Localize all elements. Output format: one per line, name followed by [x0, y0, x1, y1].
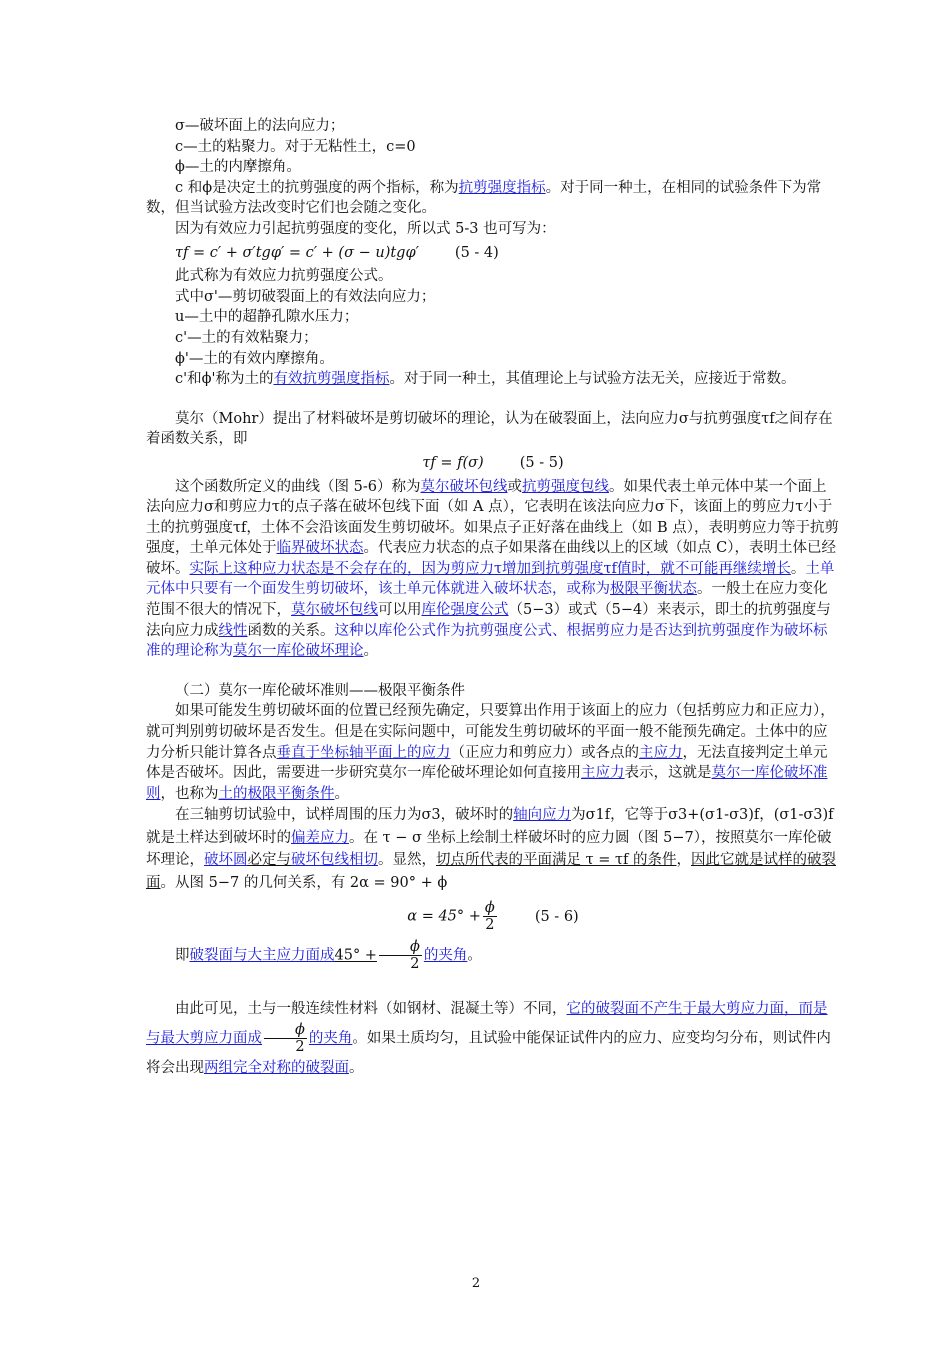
link-limit-equilibrium-condition[interactable]: 土的极限平衡条件: [218, 785, 335, 802]
paragraph-triaxial: 在三轴剪切试验中，试样周围的压力为σ3，破坏时的轴向应力为σ1f，它等于σ3+(σ1-σ3)f，(σ1-σ3)f就是土样达到破坏时的偏差应力。在 τ − σ 坐标上绘制土样破坏时的应力圆（图 5−7），按照莫尔一库伦破坏理论，破坏圆必定与破坏包线相切。显然，切点所代表的平面满足 τ = τf 的条件，因此它就是试样的破裂面。从图 5−7 的几何关系，有 2α = 90° + ϕ: [146, 807, 836, 891]
link-linear[interactable]: 线性: [218, 622, 248, 639]
def-u: u—土中的超静孔隙水压力；: [175, 309, 359, 326]
paragraph: 因为有效应力引起抗剪强度的变化，所以式 5-3 也可写为：: [175, 220, 556, 237]
link-principal-stress[interactable]: 主应力: [639, 744, 683, 761]
link-critical-state[interactable]: 临界破坏状态: [276, 540, 364, 557]
equation-5-6: α = 45° + $\frac{\phi}{2}$ (5 - 6): [407, 900, 579, 934]
fraction-phi-2: $\frac{\phi}{2}$: [264, 1022, 307, 1055]
equation-5-5: τf = f(σ) (5 - 5): [422, 454, 564, 471]
link-failure-circle[interactable]: 破坏圆: [204, 852, 248, 869]
link-included-angle-2[interactable]: 的夹角: [308, 1030, 353, 1047]
link-symmetric-planes[interactable]: 两组完全对称的破裂面: [204, 1060, 349, 1077]
link-coulomb-formula[interactable]: 库伦强度公式: [421, 602, 509, 619]
link-coordinate-plane-stress[interactable]: 垂直于坐标轴平面上的应力: [276, 744, 451, 761]
def-c-prime: c'—土的有效粘聚力；: [175, 329, 318, 346]
link-effective-shear-index[interactable]: 有效抗剪强度指标: [273, 371, 390, 388]
def-c: c—土的粘聚力。对于无粘性土，c=0: [175, 138, 416, 155]
link-strength-envelope[interactable]: 抗剪强度包线: [521, 478, 609, 495]
paragraph: 此式称为有效应力抗剪强度公式。: [175, 268, 393, 285]
page-number: 2: [471, 1276, 481, 1291]
link-shear-strength-index[interactable]: 抗剪强度指标: [458, 179, 546, 196]
link-mohr-envelope-2[interactable]: 莫尔破坏包线: [291, 602, 378, 619]
link-mohr-envelope[interactable]: 莫尔破坏包线: [420, 478, 508, 495]
def-phi: ϕ—土的内摩擦角。: [175, 159, 301, 176]
fraction-phi-2: $\frac{\phi}{2}$: [379, 939, 422, 972]
link-included-angle[interactable]: 的夹角: [423, 947, 468, 964]
link-deviator-stress[interactable]: 偏差应力: [291, 829, 349, 846]
paragraph-criterion: 如果可能发生剪切破坏面的位置已经预先确定，只要算出作用于该面上的应力（包括剪应力和正应力），就可判别剪切破坏是否发生。但是在实际问题中，可能发生剪切破坏的平面一般不能预先确定。土体中的应力分析只能计算各点垂直于坐标轴平面上的应力（正应力和剪应力）或各点的主应力，无法直接判定土单元体是否破坏。因此，需要进一步研究莫尔一库伦破坏理论如何直接用主应力表示，这就是莫尔一库伦破坏准则，也称为土的极限平衡条件。: [146, 703, 835, 802]
def-phi-prime: ϕ'—土的有效内摩擦角。: [175, 350, 334, 367]
def-sigma-prime: 式中σ'—剪切破裂面上的有效法向应力；: [175, 288, 436, 305]
link-tangent-envelope[interactable]: 破坏包线相切: [291, 852, 378, 869]
link-mohr-coulomb-theory[interactable]: 莫尔一库伦破坏理论: [233, 643, 364, 660]
link-principal-stress-2[interactable]: 主应力: [581, 765, 625, 782]
link-stress-state-note[interactable]: 实际上这种应力状态是不会存在的，因为剪应力τ增加到抗剪强度τf值时，就不可能再继续增长: [189, 560, 791, 577]
paragraph-envelope: 这个函数所定义的曲线（图 5-6）称为莫尔破坏包线或抗剪强度包线。如果代表土单元体中某一个面上法向应力σ和剪应力τ的点子落在破坏包线下面（如 A 点），它表明在该法向应力σ下，该面上的剪应力τ小于土的抗剪强度τf，土体不会沿该面发生剪切破坏。如果点子正好落在曲线上（如 B 点），表明剪应力等于抗剪强度，土单元体处于临界破坏状态。代表应力状态的点子如果落在曲线以上的区域（如点 C），表明土体已经破坏。实际上这种应力状态是不会存在的，因为剪应力τ增加到抗剪强度τf值时，就不可能再继续增长。土单元体中只要有一个面发生剪切破坏，该土单元体就进入破坏状态，或称为极限平衡状态。一般土在应力变化范围不很大的情况下，莫尔破坏包线可以用库伦强度公式（5−3）或式（5−4）来表示，即土的抗剪强度与法向应力成线性函数的关系。这种以库伦公式作为抗剪强度公式、根据剪应力是否达到抗剪强度作为破坏标准的理论称为莫尔一库伦破坏理论。: [146, 478, 840, 660]
link-limit-equilibrium[interactable]: 极限平衡状态: [610, 581, 697, 598]
link-failure-plane-angle[interactable]: 破裂面与大主应力面成: [189, 947, 335, 964]
paragraph-angle: 即破裂面与大主应力面成45° + $\frac{\phi}{2}$ 的夹角。: [175, 939, 482, 973]
paragraph: c'和ϕ'称为土的有效抗剪强度指标。对于同一种土，其值理论上与试验方法无关，应接近于常数。: [175, 371, 796, 388]
def-sigma: σ—破坏面上的法向应力；: [175, 118, 345, 134]
link-axial-stress[interactable]: 轴向应力: [513, 807, 572, 824]
paragraph-mohr: 莫尔（Mohr）提出了材料破坏是剪切破坏的理论，认为在破裂面上，法向应力σ与抗剪强度τf之间存在着函数关系，即: [146, 410, 833, 448]
paragraph-conclusion: 由此可见，土与一般连续性材料（如钢材、混凝土等）不同，它的破裂面不产生于最大剪应力面，而是与最大剪应力面成 $\frac{\phi}{2}$ 的夹角。如果土质均匀，且试验中能保证试件内的应力、应变均匀分布，则试件内将会出现两组完全对称的破裂面。: [146, 1001, 831, 1077]
paragraph: c 和ϕ是决定土的抗剪强度的两个指标，称为抗剪强度指标。对于同一种土，在相同的试验条件下为常数，但当试验方法改变时它们也会随之变化。: [146, 179, 822, 217]
link-mohr-coulomb-criterion[interactable]: 莫尔一库伦破坏准则: [146, 765, 828, 802]
section-heading: （二）莫尔一库伦破坏准则——极限平衡条件: [175, 682, 465, 699]
document-body: [146, 116, 840, 1081]
equation-5-4: τf = c′ + σ′tgφ′ = c′ + (σ − u)tgφ′ (5 - 4): [175, 244, 499, 261]
fraction-phi-2: $\frac{\phi}{2}$: [484, 900, 495, 934]
link-max-shear-plane[interactable]: 它的破裂面不产生于最大剪应力面，而是与最大剪应力面成: [146, 1001, 828, 1047]
